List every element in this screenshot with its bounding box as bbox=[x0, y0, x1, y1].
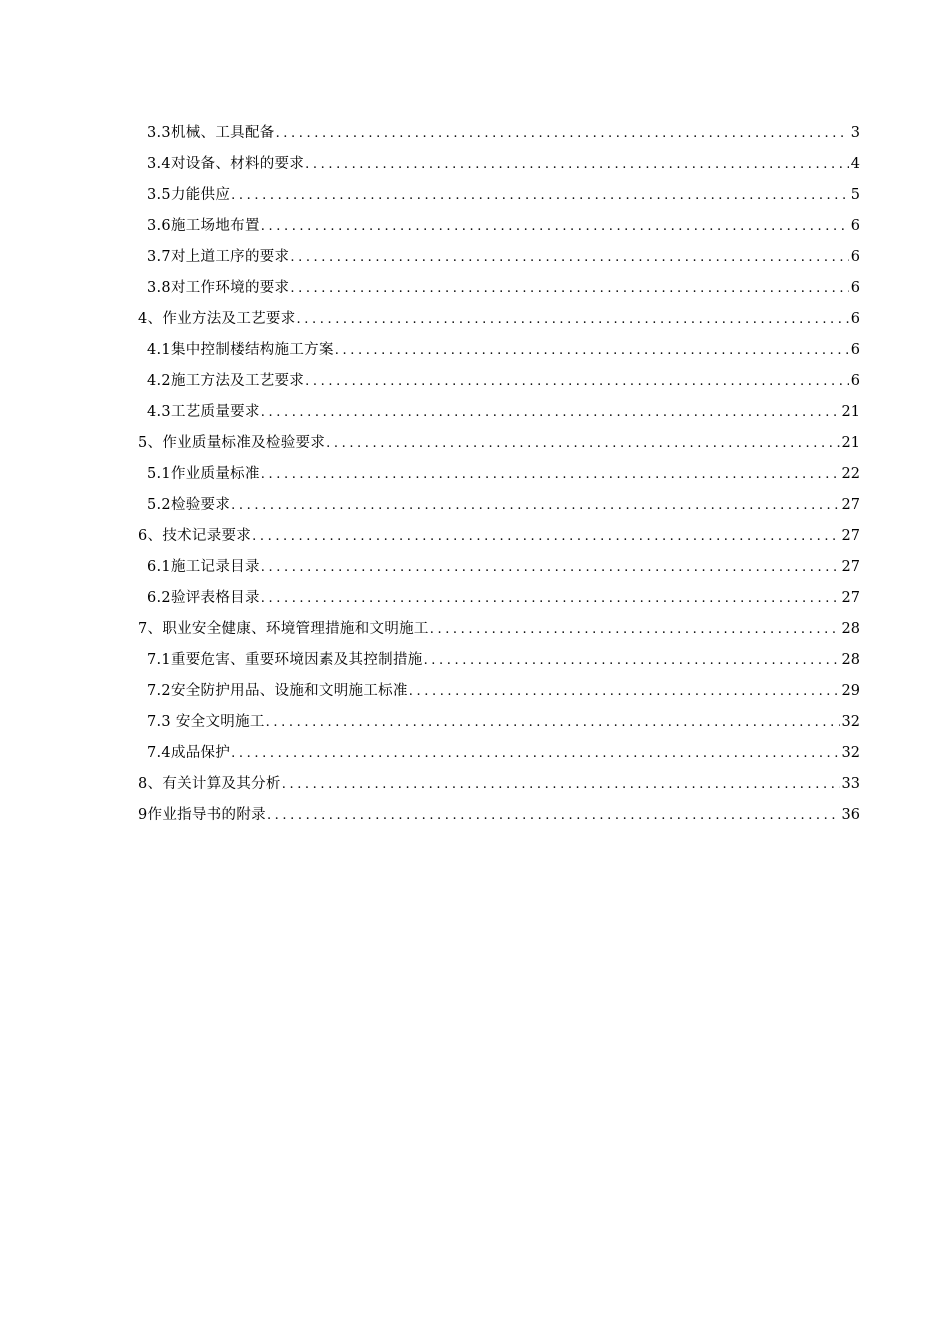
toc-entry-title: 7、职业安全健康、环境管理措施和文明施工 bbox=[138, 621, 429, 637]
toc-entry-page-number: 6 bbox=[850, 218, 860, 234]
dot-leader bbox=[261, 459, 840, 490]
toc-entry-title: 4、作业方法及工艺要求 bbox=[138, 311, 296, 327]
toc-entry[interactable] bbox=[138, 769, 860, 800]
toc-entry[interactable] bbox=[138, 304, 860, 335]
toc-entry[interactable] bbox=[138, 211, 860, 242]
toc-entry-title: 3.7对上道工序的要求 bbox=[147, 249, 290, 265]
toc-entry-page-number: 32 bbox=[841, 745, 860, 761]
toc-entry-page-number: 32 bbox=[841, 714, 860, 730]
toc-entry-title: 5.1作业质量标准 bbox=[147, 466, 260, 482]
toc-entry[interactable] bbox=[138, 180, 860, 211]
dot-leader bbox=[305, 366, 849, 397]
toc-entry-title: 4.1集中控制楼结构施工方案 bbox=[147, 342, 334, 358]
toc-entry[interactable] bbox=[138, 645, 860, 676]
toc-entry-title: 6、技术记录要求 bbox=[138, 528, 252, 544]
toc-entry-page-number: 28 bbox=[841, 621, 860, 637]
toc-entry-page-number: 4 bbox=[850, 156, 860, 172]
toc-entry-title: 7.1重要危害、重要环境因素及其控制措施 bbox=[147, 652, 423, 668]
toc-entry-title: 5、作业质量标准及检验要求 bbox=[138, 435, 326, 451]
toc-entry[interactable] bbox=[138, 273, 860, 304]
toc-entry[interactable] bbox=[138, 738, 860, 769]
dot-leader bbox=[261, 552, 840, 583]
dot-leader bbox=[409, 676, 840, 707]
dot-leader bbox=[261, 583, 840, 614]
toc-entry[interactable] bbox=[138, 397, 860, 428]
toc-entry-title: 4.2施工方法及工艺要求 bbox=[147, 373, 305, 389]
dot-leader bbox=[261, 397, 840, 428]
toc-entry-page-number: 33 bbox=[841, 776, 860, 792]
dot-leader bbox=[297, 304, 849, 335]
toc-entry[interactable] bbox=[138, 242, 860, 273]
toc-entry-title: 8、有关计算及其分析 bbox=[138, 776, 281, 792]
toc-entry-title: 3.3机械、工具配备 bbox=[147, 125, 275, 141]
dot-leader bbox=[326, 428, 839, 459]
toc-entry-page-number: 29 bbox=[841, 683, 860, 699]
dot-leader bbox=[276, 118, 849, 149]
dot-leader bbox=[231, 738, 839, 769]
toc-entry-page-number: 6 bbox=[850, 342, 860, 358]
toc-entry-page-number: 28 bbox=[841, 652, 860, 668]
toc-entry-title: 3.6施工场地布置 bbox=[147, 218, 260, 234]
toc-entry[interactable] bbox=[138, 335, 860, 366]
toc-entry-page-number: 22 bbox=[841, 466, 860, 482]
toc-entry-title: 9作业指导书的附录 bbox=[138, 807, 266, 823]
toc-entry-page-number: 6 bbox=[850, 311, 860, 327]
dot-leader bbox=[335, 335, 849, 366]
toc-entry[interactable] bbox=[138, 521, 860, 552]
toc-entry-page-number: 3 bbox=[850, 125, 860, 141]
toc-entry-title: 6.2验评表格目录 bbox=[147, 590, 260, 606]
dot-leader bbox=[290, 242, 848, 273]
toc-entry-title: 3.8对工作环境的要求 bbox=[147, 280, 290, 296]
toc-entry-title: 6.1施工记录目录 bbox=[147, 559, 260, 575]
toc-entry[interactable] bbox=[138, 459, 860, 490]
table-of-contents bbox=[138, 118, 860, 831]
toc-entry-page-number: 21 bbox=[841, 435, 860, 451]
dot-leader bbox=[266, 707, 840, 738]
toc-entry[interactable] bbox=[138, 552, 860, 583]
dot-leader bbox=[252, 521, 839, 552]
toc-entry-page-number: 21 bbox=[841, 404, 860, 420]
dot-leader bbox=[231, 490, 839, 521]
toc-entry-page-number: 27 bbox=[841, 528, 860, 544]
toc-entry-title: 7.2安全防护用品、设施和文明施工标准 bbox=[147, 683, 408, 699]
toc-entry-title: 5.2检验要求 bbox=[147, 497, 231, 513]
dot-leader bbox=[231, 180, 849, 211]
toc-entry[interactable] bbox=[138, 800, 860, 831]
toc-entry[interactable] bbox=[138, 583, 860, 614]
dot-leader bbox=[430, 614, 840, 645]
toc-entry-title: 7.4成品保护 bbox=[147, 745, 231, 761]
toc-entry[interactable] bbox=[138, 676, 860, 707]
dot-leader bbox=[282, 769, 840, 800]
dot-leader bbox=[305, 149, 849, 180]
toc-entry-title: 7.3 安全文明施工 bbox=[147, 714, 265, 730]
toc-entry[interactable] bbox=[138, 149, 860, 180]
toc-entry[interactable] bbox=[138, 118, 860, 149]
toc-entry-page-number: 6 bbox=[850, 249, 860, 265]
toc-entry-page-number: 5 bbox=[850, 187, 860, 203]
dot-leader bbox=[261, 211, 849, 242]
toc-entry-page-number: 6 bbox=[850, 373, 860, 389]
toc-entry[interactable] bbox=[138, 490, 860, 521]
toc-entry[interactable] bbox=[138, 614, 860, 645]
toc-entry-title: 3.5力能供应 bbox=[147, 187, 231, 203]
dot-leader bbox=[267, 800, 840, 831]
toc-entry[interactable] bbox=[138, 707, 860, 738]
toc-entry[interactable] bbox=[138, 428, 860, 459]
toc-entry-page-number: 6 bbox=[850, 280, 860, 296]
dot-leader bbox=[424, 645, 840, 676]
toc-entry-page-number: 27 bbox=[841, 559, 860, 575]
toc-entry-title: 3.4对设备、材料的要求 bbox=[147, 156, 305, 172]
dot-leader bbox=[290, 273, 848, 304]
toc-entry-page-number: 36 bbox=[841, 807, 860, 823]
toc-entry-page-number: 27 bbox=[841, 497, 860, 513]
toc-entry-title: 4.3工艺质量要求 bbox=[147, 404, 260, 420]
toc-entry-page-number: 27 bbox=[841, 590, 860, 606]
toc-entry[interactable] bbox=[138, 366, 860, 397]
